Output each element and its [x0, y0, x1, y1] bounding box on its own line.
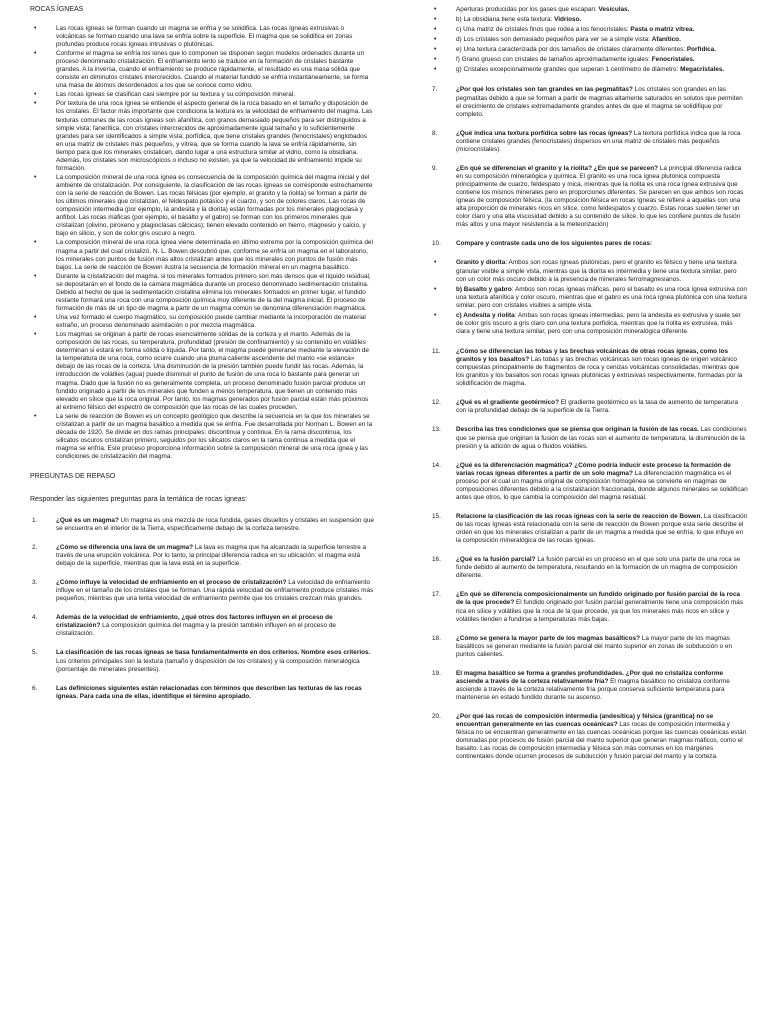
- question-number: 20.: [432, 713, 441, 721]
- question-number: 15.: [432, 512, 441, 520]
- question-number: 2.: [32, 543, 38, 551]
- question-text: ¿Cómo influye la velocidad de enfriamiento en el proceso de cristalización?: [56, 579, 287, 587]
- rock-pairs-list: [426, 259, 748, 336]
- texture-term-item: [426, 36, 748, 44]
- rock-pair-label: b) Basalto y gabro: [456, 285, 512, 293]
- question-item: [426, 399, 748, 415]
- question-item: [426, 130, 748, 154]
- summary-item: • Conforme el magma se enfría los iones que lo componen se disponen según modelos ordenados durante un proceso denominado cristalización. El enfriamiento lento se traduce en la formación de cristales bastante grandes. A la inversa, cuando el enfriamiento se produce rápidamente, el resultado es una masa sólida que consiste en diminutos cristales intercrecidos. Cuando el material fundido se enfría instantáneamente, se forma una masa de átomos desordenados a los que se conoce como vidrio.: [26, 50, 374, 90]
- question-text: ¿Cómo se diferencia una lava de un magma?: [56, 543, 194, 551]
- rock-pair-item: [426, 312, 748, 336]
- question-number: 1.: [32, 516, 38, 524]
- answer-text: Las tobas y las brechas volcánicas son rocas ígneas de origen volcánico compuestas principalmente de fragmentos de roca y cenizas volcánicas consolidadas, mientras que los granitos y los basaltos son rocas ígneas plutónicas y extrusivas respectivamente, formadas por la solidificación de magma.: [456, 356, 743, 388]
- question-item: [426, 165, 748, 230]
- term-definition: e) Una textura caracterizada por dos tamaños de cristales claramente diferentes:: [456, 46, 687, 54]
- question-text: Además de la velocidad de enfriamiento, ¿qué otros dos factores influyen en el proceso de cristalización?: [56, 614, 333, 630]
- question-text: ¿Cómo se genera la mayor parte de los magmas basálticos?: [456, 634, 640, 642]
- summary-item: • Los magmas se originan a partir de rocas esencialmente sólidas de la corteza y el manto. Además de la composición de las rocas, su temperatura, profundidad (presión de confinamiento) y su contenido en volátiles determinan si estará en forma sólida o líquida. Por tanto, el magma puede generarse mediante la elevación de la temperatura de una roca, como ocurre cuando una pluma caliente ascendente del manto «se estanca» debajo de las rocas de la corteza. Una disminución de la presión también puede fundir las rocas. Además, la introducción de volátiles (agua) puede disminuir el punto de fusión de una roca lo bastante para generar un magma. Dado que la fusión no es generalmente completa, un proceso denominado fusión parcial produce un fundido originado a partir de los minerales que funden a menos temperatura, que tienen un contenido más elevado en sílice que la roca original. Por tanto, los magmas generados por fusión parcial están más próximos al extremo félsico del espectro de composición que las rocas de las cuales proceden.: [26, 331, 374, 412]
- rock-pair-text: : Ambos son rocas ígneas máficas, pero el basalto es una roca ígnea extrusiva con una textura afanítica y color oscuro, mientras que el gabro es una roca ígnea plutónica con una textura similar, pero con cristales visibles a simple vista.: [456, 285, 747, 309]
- question-text: ¿Qué indica una textura porfídica sobre las rocas ígneas?: [456, 129, 633, 137]
- answer-text: Las rocas de composición intermedia y félsica no se encuentran generalmente en las cuencas oceánicas porque las cuencas oceánicas están dominadas por procesos de fusión parcial del manto superior que generan magmas máficos, como el basalto. Las rocas de composición intermedia y félsica son más comunes en los márgenes continentales donde ocurren procesos de subducción y fusión parcial del manto y la corteza.: [456, 721, 747, 761]
- answer-text: La principal diferencia radica en su composición mineralógica y química. El granito es una roca ígnea plutónica compuesta principalmente de cuarzo, feldespato y mica, mientras que la riolita es una roca ígnea extrusiva que contiene los mismos minerales pero en proporciones diferentes. Se parecen en que ambos son rocas ígneas de composición félsica. (la composición félsica en rocas ígneas se refiere a aquellas con una alta proporción de minerales ricos en sílice, como feldespatos y cuarzo. Estas rocas suelen tener un color claro y una alta viscosidad debido a su contenido de sílice, lo que les confiere puntos de fusión más altos y una mayor resistencia a la meteorización): [456, 164, 744, 229]
- question-number: 18.: [432, 634, 441, 642]
- summary-item: • Las rocas ígneas se clasifican casi siempre por su textura y su composición mineral.: [26, 91, 374, 99]
- rock-pair-text: : Ambos son rocas ígneas plutónicas, pero el granito es félsico y tiene una textura granular visible a simple vista, mientras que la diorita es intermedia y tiene una textura similar, pero con un color más oscuro debido a la presencia de minerales ferromagnesianos.: [456, 259, 737, 283]
- question-number: 5.: [32, 649, 38, 657]
- summary-list: [26, 25, 374, 461]
- question-item: [26, 579, 374, 603]
- answer-text: Los criterios principales son la textura (tamaño y disposición de los cristales) y la composición mineralógica (porcentaje de minerales presentes).: [56, 657, 360, 673]
- question-text: Relacione la clasificación de las rocas ígneas con la serie de reacción de Bowen.: [456, 512, 703, 520]
- term-answer: Vesículas.: [598, 6, 630, 13]
- question-number: 4.: [32, 614, 38, 622]
- question-item: [426, 635, 748, 659]
- question-item: [26, 685, 374, 701]
- question-number: 7.: [432, 86, 438, 94]
- question-text: La clasificación de las rocas ígneas se basa fundamentalmente en dos criterios. Nombre esos criterios.: [56, 649, 371, 657]
- question-text: ¿Qué es la diferenciación magmática? ¿Cómo podría inducir este proceso la formación de varias rocas ígneas diferentes a partir de un solo magma?: [456, 461, 731, 477]
- question-item: [26, 544, 374, 568]
- term-definition: f) Grano grueso con cristales de tamaños aproximadamente iguales:: [456, 56, 652, 64]
- answer-text: El fundido originado por fusión parcial generalmente tiene una composición más rica en sílice y volátiles que la roca de la que procede, ya que los minerales más ricos en sílice y volátiles tienden a fundirse a temperaturas más bajas.: [456, 599, 744, 623]
- summary-item: • Una vez formado el cuerpo magmático, su composición puede cambiar mediante la incorporación de material extraño, un proceso denominado asimilación o por mezcla magmática.: [26, 314, 374, 330]
- question-item: [426, 462, 748, 502]
- question-item: [426, 713, 748, 761]
- texture-term-item: [426, 16, 748, 24]
- rock-pair-label: c) Andesita y riolita: [456, 311, 515, 319]
- answer-text: Las condiciones que se piensa que originan la fusión de las rocas son el aumento de temperatura, la disminución de la presión y la adición de agua o fluidos volátiles.: [456, 426, 747, 450]
- review-title: PREGUNTAS DE REPASO: [30, 473, 116, 481]
- question-text: ¿Qué es la fusión parcial?: [456, 556, 536, 564]
- question-item: [426, 670, 748, 702]
- question-text: Compare y contraste cada uno de los siguientes pares de rocas:: [456, 240, 653, 248]
- question-item: [426, 556, 748, 580]
- summary-item: • Durante la cristalización del magma, si los minerales formados primero son más densos que el líquido residual, se depositarán en el fondo de la cámara magmática durante un proceso denominado sedimentación cristalina. Debido al hecho de que la sedimentación cristalina elimina los minerales formados en primer lugar, el fundido restante formará una roca con una composición química muy diferente de la del magma inicial. El proceso de formación de más de un tipo de magma a partir de un magma común se denomina diferenciación magmática.: [26, 273, 374, 313]
- term-definition: g) Cristales excepcionalmente grandes que superan 1 centímetro de diámetro:: [456, 66, 681, 74]
- question-item: [426, 591, 748, 623]
- term-answer: Vidrioso.: [554, 16, 582, 24]
- question-number: 14.: [432, 461, 441, 469]
- texture-terms-list: [426, 6, 748, 74]
- rock-pair-label: Granito y diorita: [456, 259, 506, 267]
- question-text: ¿En qué se diferencia composicionalmente un fundido originado por fusión parcial de la roca de la que procede?: [456, 591, 741, 607]
- document-title: ROCAS ÍGNEAS: [30, 6, 84, 13]
- question-item: [426, 426, 748, 450]
- answer-text: La velocidad de enfriamiento influye en el tamaño de los cristales que se forman. Una rápida velocidad de enfriamiento produce cristales más pequeños, mientras que una lenta velocidad de enfriamiento permite que los cristales crezcan más grandes.: [56, 579, 374, 603]
- question-text: ¿Por qué los cristales son tan grandes en las pegmatitas?: [456, 86, 633, 94]
- question-number: 6.: [32, 684, 38, 692]
- texture-term-item: [426, 56, 748, 64]
- answer-text: Un magma es una mezcla de roca fundida, gases disueltos y cristales en suspensión que se encuentra en el interior de la Tierra, específicamente debajo de la corteza terrestre.: [56, 516, 374, 532]
- question-item: [426, 240, 748, 248]
- question-item: [26, 649, 374, 673]
- question-text: ¿En qué se diferencian el granito y la riolita? ¿En qué se parecen?: [456, 164, 659, 172]
- question-item: [426, 348, 748, 388]
- question-number: 19.: [432, 669, 441, 677]
- texture-term-item: [426, 66, 748, 74]
- term-definition: c) Una matriz de cristales finos que rodea a los fenocristales:: [456, 26, 631, 34]
- question-number: 9.: [432, 164, 438, 172]
- question-number: 3.: [32, 579, 38, 587]
- term-definition: d) Los cristales son demasiado pequeños para ver se a simple vista:: [456, 36, 652, 44]
- term-answer: Porfídica.: [686, 46, 717, 54]
- question-number: 11.: [432, 348, 441, 355]
- term-answer: Pasta o matriz vítrea.: [630, 26, 695, 34]
- rock-pair-text: : Ambas son rocas ígneas intermedias, pero la andesita es extrusiva y suele ser de color gris oscuro a gris claro con una textura porfídica, mientras que la riolita es extrusiva, más clara y tiene una textura similar, pero con una composición mineralógica diferente.: [456, 311, 741, 335]
- term-answer: Fenocristales.: [651, 56, 695, 64]
- question-number: 17.: [432, 591, 441, 599]
- question-number: 16.: [432, 556, 441, 564]
- term-definition: b) La obsidiana tiene esta textura:: [456, 16, 555, 24]
- answer-text: La composición química del magma y la presión también influyen en el proceso de cristalización.: [56, 622, 336, 638]
- answer-text: El magma basáltico no cristaliza conforme asciende a través de la corteza relativamente fría porque conserva suficiente temperatura para mantenerse en estado fundido durante su ascenso.: [456, 677, 730, 701]
- answer-text: La textura porfídica indica que la roca contiene cristales grandes (fenocristales) dispersos en una matriz de cristales más pequeños (microcristales).: [456, 129, 741, 153]
- answer-text: La mayor parte de los magmas basálticos se generan mediante la fusión parcial del manto superior en zonas de subducción o en puntos calientes.: [456, 634, 733, 658]
- question-item: [426, 513, 748, 545]
- answer-text: Los cristales son grandes en las pegmatitas debido a que se forman a partir de magmas altamente saturados en solutos que permiten el crecimiento de cristales extremadamente grandes antes de que el magma se solidifique por completo.: [456, 86, 743, 118]
- question-text: ¿Por qué las rocas de composición intermedia (andesítica) y félsica (granítica) no se encuentran generalmente en las cuencas oceánicas?: [456, 713, 714, 729]
- rock-pair-item: [426, 259, 748, 283]
- term-answer: Megacristales.: [680, 66, 725, 74]
- right-question-list: [426, 86, 748, 248]
- question-item: [26, 517, 374, 533]
- question-number: 10.: [432, 240, 441, 248]
- right-question-list-2: [426, 348, 748, 761]
- answer-text: La fusión parcial es un proceso en el que solo una parte de una roca se funde debido al aumento de temperatura, resultando en la formación de un magma de composición diferente.: [456, 556, 741, 580]
- left-column: [26, 6, 374, 712]
- texture-term-item: [426, 26, 748, 34]
- summary-item: • La composición mineral de una roca ígnea viene determinada en último extremo por la composición química del magma a partir del cual cristalizó. N. L. Bowen descubrió que, conforme se enfría un magma en el laboratorio, los minerales con puntos de fusión más altos cristalizan antes que los minerales con puntos de fusión más bajos. La serie de reacción de Bowen ilustra la secuencia de formación mineral en un magma basáltico.: [26, 239, 374, 271]
- texture-term-item: [426, 6, 748, 14]
- summary-item: • Las rocas ígneas se forman cuando un magma se enfría y se solidifica. Las rocas ígneas extrusivas o volcánicas se forman cuando una lava se enfría sobre la superficie. El magma que se solidifica en zonas profundas produce rocas ígneas intrusivas o plutónicas.: [26, 25, 374, 49]
- question-item: [26, 614, 374, 638]
- term-definition: Aperturas producidas por los gases que escapan:: [456, 6, 599, 13]
- question-number: 8.: [432, 129, 438, 137]
- summary-item: • La composición mineral de una roca ígnea es consecuencia de la composición química del magma inicial y del ambiente de cristalización. Por consiguiente, la clasificación de las rocas ígneas se corresponde estrechamente con la serie de reacción de Bowen. Las rocas félsicas (por ejemplo, el granito y la riolita) se forman a partir de los últimos minerales que cristalizan, el feldespato potásico y el cuarzo, y son de colores claros. Las rocas de composición intermedia (por ejemplo, la andesita y la diorita) están formadas por los minerales plagioclasa y anfíbol. Las rocas máficas (por ejemplo, el basalto y el gabro) se forman con los primeros minerales que cristalizan (olivino, piroxeno y plagioclasas cálcicas); tienen elevado contenido en hierro, magnesio y calcio, y bajo en silicio, y son de color gris oscuro a negro.: [26, 174, 374, 239]
- answer-text: El gradiente geotérmico es la tasa de aumento de temperatura con la profundidad debajo de la superficie de la Tierra.: [456, 399, 739, 415]
- question-text: ¿Qué es un magma?: [56, 516, 119, 524]
- texture-term-item: [426, 46, 748, 54]
- answer-text: La diferenciación magmática es el proceso por el cual un magma original de composición homogénea se convierte en magmas de composiciones diferentes debido a la cristalización fraccionada, donde algunos minerales se solidifican antes que otros, lo que cambia la composición del magma residual.: [456, 469, 748, 501]
- right-column: [426, 6, 748, 772]
- summary-item: • La serie de reacción de Bowen es un concepto geológico que describe la secuencia en la que los minerales se cristalizan a partir de un magma basáltico a medida que se enfría. Fue desarrollada por Norman L. Bowen en la década de 1920. Se divide en dos ramas principales: discontinua y continua. En la rama discontinua, los silicatos oscuros cristalizan primero, seguidos por los silicatos claros en la rama continua a medida que el magma se enfría. Este proceso proporciona información sobre la composición mineral de una roca ígnea y las condiciones de cristalización del magma.: [26, 413, 374, 461]
- question-text: Describa las tres condiciones que se piensa que originan la fusión de las rocas.: [456, 426, 699, 434]
- question-number: 12.: [432, 399, 441, 407]
- rock-pair-item: [426, 286, 748, 310]
- question-text: El magma basáltico se forma a grandes profundidades. ¿Por qué no cristaliza conforme asciende a través de la corteza relativamente fría?: [456, 669, 724, 685]
- summary-item: • Por textura de una roca ígnea se entiende el aspecto general de la roca basado en el tamaño y disposición de los cristales. El factor más importante que condiciona la textura es la velocidad de enfriamiento del magma. Las texturas comunes de las rocas ígneas son afanítica, con granos demasiado pequeños para ser distinguidos a simple vista; fanerítica, con cristales intercrecidos de aproximadamente igual tamaño y lo suficientemente grandes para ser identificados a simple vista; porfídica, que tiene cristales grandes (fenocristales) englobados en una matriz de cristales más pequeños, y vítrea, que se forma cuando la lava se enfría rápidamente, sin tiempo para que los minerales cristalicen, dando lugar a una estructura similar al vidrio, como la obsidiana. Además, los cristales son microscópicos o incluso no existen, ya que la velocidad de enfriamiento impide su formación.: [26, 100, 374, 173]
- answer-text: La lava es magma que ha alcanzado la superficie terrestre a través de una erupción volcánica. Por lo tanto, la principal diferencia radica en su ubicación: el magma está debajo de la superficie, mientras que la lava está en la superficie.: [56, 543, 367, 567]
- question-item: [426, 86, 748, 118]
- question-text: ¿Qué es el gradiente geotérmico?: [456, 399, 559, 407]
- question-text: Las definiciones siguientes están relacionadas con términos que describen las texturas de las rocas ígneas. Para cada una de ellas, identifique el término apropiado.: [56, 684, 362, 700]
- answer-text: La clasificación de las rocas ígneas está relacionada con la serie de reacción de Bowen porque esta serie describe el orden en que los minerales cristalizan a partir de un magma a medida que se enfría, lo que influye en la composición mineralógica de las rocas ígneas.: [456, 512, 748, 545]
- review-intro: Responder las siguientes preguntas para la temática de rocas ígneas:: [30, 495, 248, 503]
- question-number: 13.: [432, 426, 441, 434]
- left-question-list: [26, 517, 374, 701]
- term-answer: Afanítico.: [651, 36, 681, 44]
- question-text: ¿Cómo se diferencian las tobas y las brechas volcánicas de otras rocas ígneas, como los granitos y los basaltos?: [456, 348, 729, 364]
